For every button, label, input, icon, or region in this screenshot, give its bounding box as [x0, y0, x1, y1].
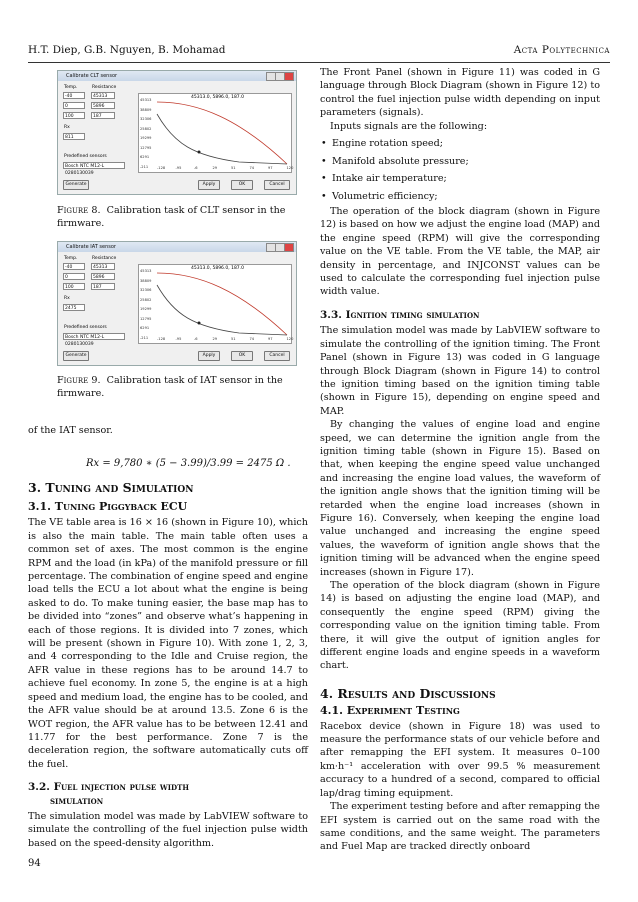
- window-title: Calibrate CLT sensor: [66, 73, 118, 79]
- y-tick-label: 25802: [140, 297, 152, 302]
- resistance-input[interactable]: 45313: [91, 263, 115, 270]
- rx-input[interactable]: 811: [63, 133, 85, 140]
- y-tick-label: 32306: [140, 288, 152, 292]
- list-item: • Volumetric efficiency;: [320, 188, 600, 206]
- cancel-button[interactable]: Cancel: [264, 351, 290, 361]
- temp-input[interactable]: 0: [63, 273, 85, 280]
- header-rule: [28, 62, 610, 63]
- section-3-2-text: The simulation model was made by LabVIEW software to simulate the controlling of the fuel injection pulse width based on the speed-density algorithm.: [28, 810, 308, 849]
- section-3-3-title: 3.3. Ignition timing simulation: [320, 308, 480, 321]
- rx-marker: [198, 151, 201, 154]
- figure-8-caption: [57, 204, 295, 230]
- temp-label: Temp.: [64, 256, 78, 261]
- section-4-1-p2: The experiment testing before and after remapping the EFI system is carried out on the same road with the same conditions, and the same weight. The parameters and Fuel Map are tracked directly onboard: [320, 801, 600, 853]
- temp-label: Temp.: [64, 85, 78, 90]
- section-3-3-p2: By changing the values of engine load and engine speed, we can determine the ignition angle from the ignition timing table (shown in Figure 15). Based on that, when keeping the engine speed value unchanged and increasing the engine load values, the waveform of the ignition angle shows that the ignition timing will be retarded when the engine load increases (shown in Figure 16). Conversely, when keeping the engine load value unchanged and increasing the engine speed values, the waveform of ignition angle shows that the ignition timing will be advanced when the engine speed increases (shown in Figure 17).: [320, 419, 600, 578]
- running-header: [28, 44, 610, 58]
- section-3-3-p1: The simulation model was made by LabVIEW software to simulate the controlling of the ignition timing. The Front Panel (shown in Figure 13) was coded in G language through Block Diagram (shown in Figure 14) to control the ignition timing based on the ignition timing table (shown in Figure 15), depending on engine speed and MAP.: [320, 325, 600, 417]
- y-tick-label: 32306: [140, 117, 152, 121]
- page-number: 94: [28, 858, 41, 869]
- section-3-1-text: The VE table area is 16 × 16 (shown in Figure 10), which is also the main table. The main table often uses a common set of axes. The most common is the engine RPM and the load (in kPa) of the manifold pressure or fill percentage. The combination of engine speed and engine load tells the ECU a lot about what the engine is being asked to do. To make tuning easier, the base map has to be divided into “zones” and observe what’s happening in each of those regions. It is divided into 7 zones, which will be present (shown in Figure 10). With zone 1, 2, 3, and 4 corresponding to the Idle and Cruise region, the AFR value in these regions has to be around 14.7 to achieve fuel economy. In zone 5, the engine is at a high speed and medium load, the engine has to be cooled, and the AFR value should be at around 13.5. Zone 6 is the WOT region, the AFR value has to be between 12.41 and 11.77 for the best performance. Zone 7 is the deceleration region, the software automatically cuts off the fuel.: [28, 517, 308, 770]
- x-tick-label: 97: [268, 166, 273, 170]
- y-tick-label: 25802: [140, 126, 152, 131]
- section-4-1-title: 4.1. Experiment Testing: [320, 704, 460, 718]
- calibration-curves: [139, 94, 291, 172]
- x-tick-label: -128: [157, 166, 166, 170]
- iat-calibration-window: [57, 241, 297, 366]
- resistance-input[interactable]: 187: [91, 112, 115, 119]
- section-3-1: [28, 500, 308, 850]
- temp-input[interactable]: 100: [63, 283, 85, 290]
- x-tick-label: 51: [231, 166, 236, 170]
- predefined-sensors-select[interactable]: Bosch NTC M12-L 0280130039: [63, 333, 125, 340]
- figure-8-label: Figure 8.: [57, 205, 101, 216]
- x-tick-label: -95: [175, 337, 182, 341]
- paragraph-front-panel: The Front Panel (shown in Figure 11) was coded in G language through Block Diagram (shown in Figure 12) to control the fuel injection pulse width depending on input parameters (signals).: [320, 67, 600, 119]
- x-tick-label: 120: [286, 166, 294, 170]
- y-tick-label: 19299: [140, 307, 152, 311]
- paragraph-inputs: Inputs signals are the following:: [330, 120, 488, 132]
- predefined-sensors-label: Predefined sensors: [64, 154, 107, 159]
- figure-9-text: Calibration task of IAT sensor in the firmware.: [57, 375, 283, 399]
- rx-input[interactable]: 2475: [63, 304, 85, 311]
- ok-button[interactable]: OK: [231, 351, 253, 361]
- x-tick-label: 74: [249, 166, 255, 170]
- right-column: [320, 66, 600, 854]
- resistance-input[interactable]: 45313: [91, 92, 115, 99]
- y-tick-label: 45313: [140, 269, 152, 273]
- rx-label: Rx: [64, 125, 70, 130]
- resistance-label: Resistance: [92, 85, 117, 90]
- list-item: • Engine rotation speed;: [320, 135, 600, 153]
- x-tick-label: 29: [212, 337, 218, 341]
- x-tick-label: -128: [157, 337, 166, 341]
- calibration-curves: [139, 265, 291, 343]
- x-tick-label: -6: [194, 166, 198, 170]
- list-item: • Intake air temperature;: [320, 170, 600, 188]
- x-tick-label: -6: [194, 337, 198, 341]
- plot-readout: 45313.0, 5896.0, 187.0: [191, 266, 244, 271]
- figure-9-label: Figure 9.: [57, 375, 101, 386]
- voltage-curve: [157, 285, 287, 335]
- clt-calibration-window: [57, 70, 297, 195]
- figure-8-text: Calibration task of CLT sensor in the firmware.: [57, 205, 286, 229]
- x-tick-label: 97: [268, 337, 273, 341]
- y-tick-label: 12795: [140, 145, 152, 150]
- section-3-1-title: 3.1. Tuning Piggyback ECU: [28, 500, 188, 513]
- y-tick-label: -211: [140, 335, 149, 340]
- y-tick-label: -211: [140, 164, 149, 169]
- calibration-plot: [138, 264, 292, 344]
- resistance-curve: [157, 273, 287, 335]
- generate-button[interactable]: Generate: [63, 180, 89, 190]
- section-4-1-p1: Racebox device (shown in Figure 18) was used to measure the performance stats of our vehicle before and after remapping the EFI system. It measures 0–100 km·h⁻¹ acceleration with over 99.5 % measurement accuracy to a hundred of a second, compared to official lap/drag timing equipment.: [320, 720, 600, 799]
- rx-label: Rx: [64, 296, 70, 301]
- predefined-sensors-label: Predefined sensors: [64, 325, 107, 330]
- y-tick-label: 45313: [140, 98, 152, 102]
- x-tick-label: 74: [249, 337, 255, 341]
- predefined-sensors-select[interactable]: Bosch NTC M12-L 0280130039: [63, 162, 125, 169]
- voltage-curve: [157, 114, 287, 164]
- resistance-input[interactable]: 5896: [91, 273, 115, 280]
- calibration-plot: [138, 93, 292, 173]
- window-titlebar: [58, 242, 296, 252]
- x-tick-label: 51: [231, 337, 236, 341]
- resistance-input[interactable]: 187: [91, 283, 115, 290]
- close-icon[interactable]: [284, 72, 294, 81]
- window-titlebar: [58, 71, 296, 81]
- section-3-2-title-a: 3.2. Fuel injection pulse width: [28, 781, 189, 794]
- window-title: Calibrate IAT sensor: [66, 244, 116, 250]
- resistance-curve: [157, 102, 287, 164]
- section-4-title: 4. Results and Discussions: [320, 685, 496, 701]
- left-column: [28, 424, 308, 437]
- paragraph-block-diagram: The operation of the block diagram (shown in Figure 12) is based on how we adjust the engine load (MAP) and the engine speed (RPM) will give the corresponding value on the VE table. From the VE table, the MAP, air density in percentage, and INJCONST values can be used to calculate the corresponding fuel injection pulse width value.: [320, 206, 600, 298]
- x-tick-label: 120: [286, 337, 294, 341]
- section-3-2-title-b: simulation: [50, 794, 104, 807]
- x-tick-label: 29: [212, 166, 218, 170]
- header-journal: Acta Polytechnica: [513, 44, 610, 56]
- generate-button[interactable]: Generate: [63, 351, 89, 361]
- apply-button[interactable]: Apply: [198, 351, 220, 361]
- temp-input[interactable]: 100: [63, 112, 85, 119]
- ok-button[interactable]: OK: [231, 180, 253, 190]
- x-tick-label: -95: [175, 166, 182, 170]
- section-3-title: 3. Tuning and Simulation: [28, 480, 194, 495]
- rx-marker: [198, 322, 201, 325]
- section-3-3-p3: The operation of the block diagram (shown in Figure 14) is based on adjusting the engine load (MAP), and consequently the engine speed (RPM) giving the corresponding value on the ignition timing table. From there, it will give the output of ignition angles for different engine loads and engine speeds in a waveform chart.: [320, 580, 600, 672]
- temp-input[interactable]: -40: [63, 263, 85, 270]
- list-item: • Manifold absolute pressure;: [320, 153, 600, 171]
- y-tick-label: 19299: [140, 136, 152, 140]
- y-tick-label: 6291: [140, 155, 150, 159]
- figure-9-caption: [57, 374, 295, 400]
- resistance-input[interactable]: 5896: [91, 102, 115, 109]
- temp-input[interactable]: 0: [63, 102, 85, 109]
- header-authors: H.T. Diep, G.B. Nguyen, B. Mohamad: [28, 44, 226, 56]
- temp-input[interactable]: -40: [63, 92, 85, 99]
- y-tick-label: 38809: [140, 278, 152, 283]
- close-icon[interactable]: [284, 243, 294, 252]
- y-tick-label: 38809: [140, 107, 152, 112]
- y-tick-label: 6291: [140, 326, 150, 330]
- apply-button[interactable]: Apply: [198, 180, 220, 190]
- resistance-label: Resistance: [92, 256, 117, 261]
- rx-formula: Rx = 9,780 ∗ (5 − 3.99)/3.99 = 2475 Ω .: [86, 458, 291, 469]
- y-tick-label: 12795: [140, 316, 152, 321]
- inputs-list: [320, 135, 600, 205]
- cancel-button[interactable]: Cancel: [264, 180, 290, 190]
- plot-readout: 45313.0, 5896.0, 187.0: [191, 95, 244, 100]
- paragraph-iat: of the IAT sensor.: [28, 425, 113, 436]
